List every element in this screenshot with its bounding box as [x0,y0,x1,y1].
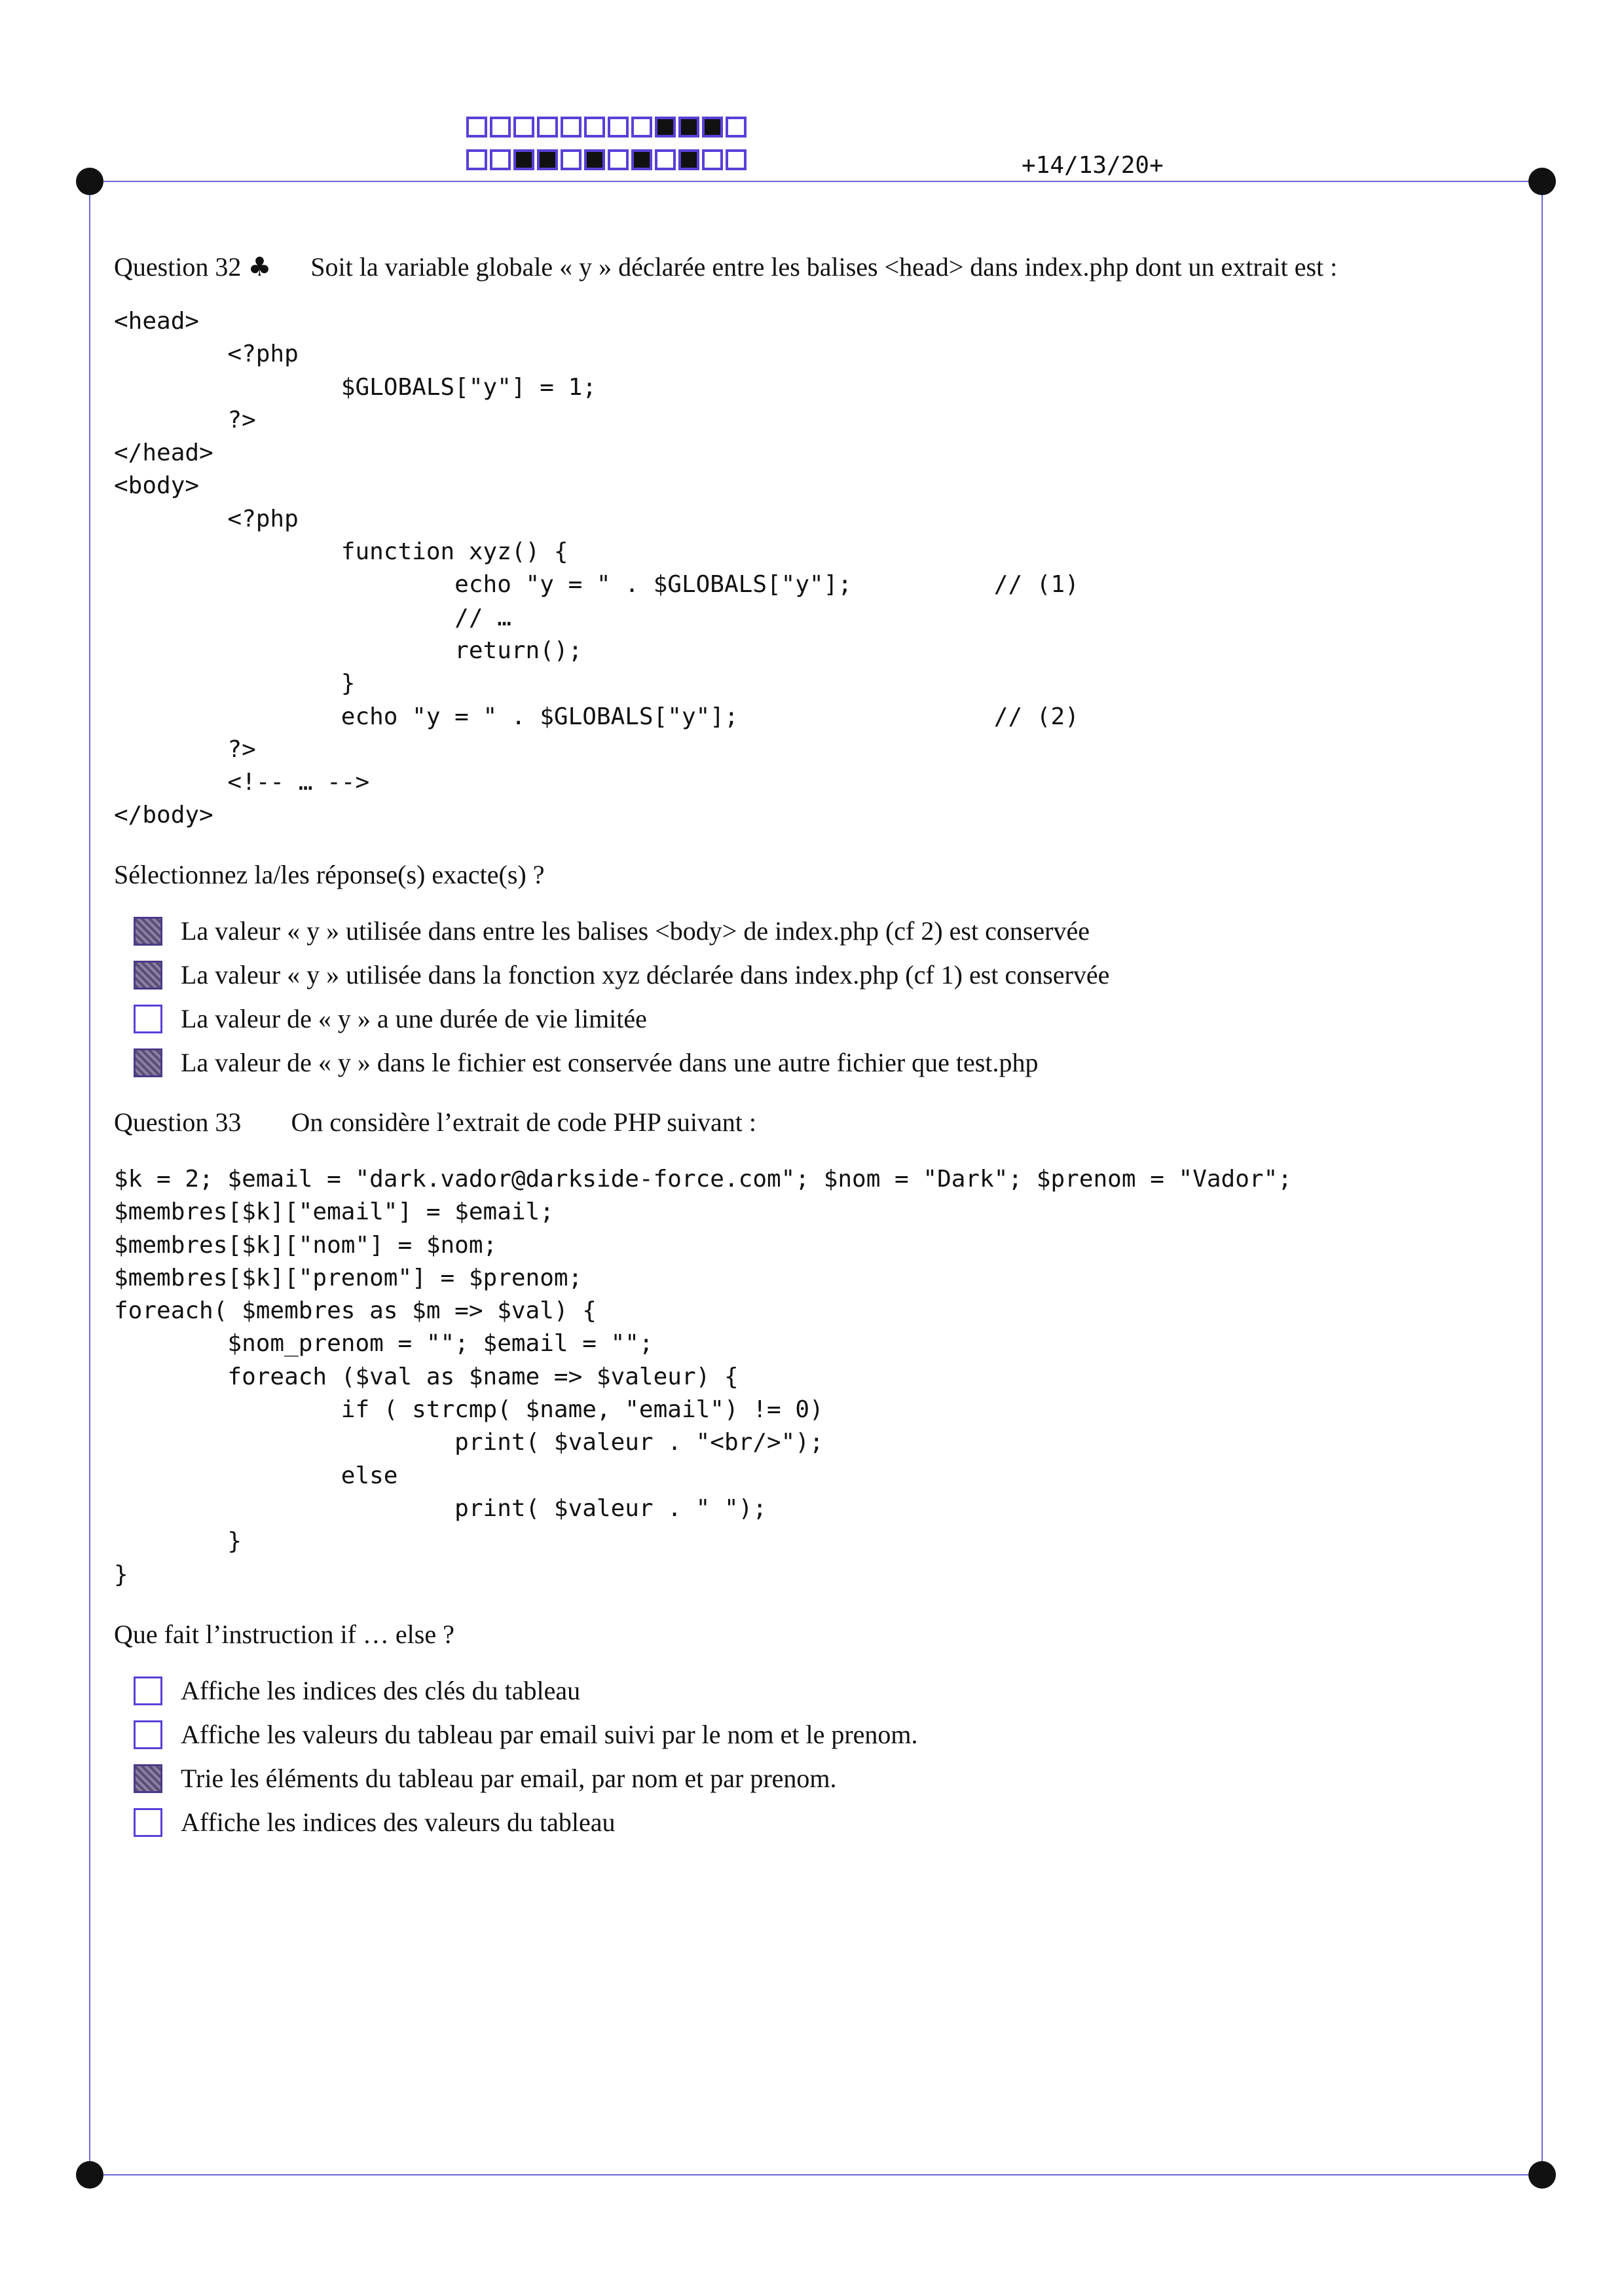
barcode-bit [678,117,699,138]
choice-row[interactable] [134,1756,918,1800]
barcode-bit [702,149,723,170]
barcode-row-2 [466,149,749,170]
barcode-bit [490,149,511,170]
checkbox[interactable] [134,1720,162,1749]
checkbox[interactable] [134,1005,162,1033]
question-33-prompt: Que fait l’instruction if … else ? [114,1620,454,1649]
question-33-statement: On considère l’extrait de code PHP suivant : [291,1107,757,1137]
corner-mark-bottom-left [76,2161,103,2189]
barcode-bit [466,149,487,170]
checkbox[interactable] [134,1048,162,1077]
question-33-choices [134,1669,918,1844]
choice-row[interactable] [134,1041,1109,1084]
choice-text: La valeur de « y » dans le fichier est conservée dans une autre fichier que test.php [181,1048,1039,1077]
barcode-bit [655,149,676,170]
barcode-bit [584,117,605,138]
checkbox[interactable] [134,917,162,946]
question-32-choices [134,909,1109,1084]
question-33-code: $k = 2; $email = "dark.vador@darkside-force.com"; $nom = "Dark"; $prenom = "Vador"; $membres[$k]["email"] = $email; $membres[$k]["nom"] = $nom; $membres[$k]["prenom"] = $prenom; foreach( $membres as $m => $val) { $nom_prenom = ""; $email = ""; foreach ($val as $name => $valeur) { if ( strcmp( $name, "email") != 0) print( $valeur . "<br/>"); else print( $valeur . " "); } } [114,1166,1292,1588]
choice-text: Trie les éléments du tableau par email, par nom et par prenom. [181,1764,837,1793]
barcode-row-1 [466,117,749,138]
question-32-statement: Soit la variable globale « y » déclarée entre les balises <head> dans index.php dont un extrait est : [310,252,1338,282]
page-id: +14/13/20+ [1022,152,1164,179]
checkbox[interactable] [134,1676,162,1705]
barcode-bit [631,149,652,170]
choice-text: La valeur « y » utilisée dans la fonction xyz déclarée dans index.php (cf 1) est conservée [181,960,1110,990]
barcode-bit [702,117,723,138]
club-icon: ♣ [248,252,272,282]
corner-mark-top-right [1528,168,1556,195]
barcode-bit [513,149,534,170]
question-33-header [114,1107,756,1138]
choice-text: Affiche les indices des valeurs du tableau [181,1807,616,1837]
barcode-bit [490,117,511,138]
barcode-bit [561,149,581,170]
corner-mark-top-left [76,168,103,195]
corner-mark-bottom-right [1528,2161,1556,2189]
choice-text: Affiche les valeurs du tableau par email suivi par le nom et le prenom. [181,1720,918,1749]
choice-text: La valeur « y » utilisée dans entre les balises <body> de index.php (cf 2) est conservée [181,916,1090,946]
choice-row[interactable] [134,997,1109,1041]
barcode-bit [537,117,558,138]
question-32-label: Question 32 [114,252,242,282]
checkbox[interactable] [134,961,162,990]
question-32-header [114,251,1337,282]
barcode-bit [678,149,699,170]
choice-row[interactable] [134,953,1109,997]
choice-row[interactable] [134,1800,918,1844]
barcode-bit [631,117,652,138]
barcode-bit [608,117,629,138]
choice-text: Affiche les indices des clés du tableau [181,1676,581,1705]
barcode-bit [726,149,747,170]
barcode-bit [561,117,581,138]
question-32-code: <head> <?php $GLOBALS["y"] = 1; ?> </head> <body> <?php function xyz() { echo "y = " . $GLOBALS["y"]; // (1) // … return(); } echo "y = " . $GLOBALS["y"]; // (2) ?> <!-- … --> </body> [114,308,1079,829]
choice-row[interactable] [134,1713,918,1756]
barcode-bit [584,149,605,170]
barcode-bit [513,117,534,138]
question-32-prompt: Sélectionnez la/les réponse(s) exacte(s) ? [114,860,545,889]
barcode-bit [655,117,676,138]
barcode-bit [726,117,747,138]
checkbox[interactable] [134,1808,162,1837]
choice-row[interactable] [134,909,1109,953]
choice-row[interactable] [134,1669,918,1713]
question-33-label: Question 33 [114,1107,242,1137]
checkbox[interactable] [134,1764,162,1793]
choice-text: La valeur de « y » a une durée de vie limitée [181,1004,647,1033]
barcode-bit [608,149,629,170]
barcode-bit [537,149,558,170]
barcode-bit [466,117,487,138]
